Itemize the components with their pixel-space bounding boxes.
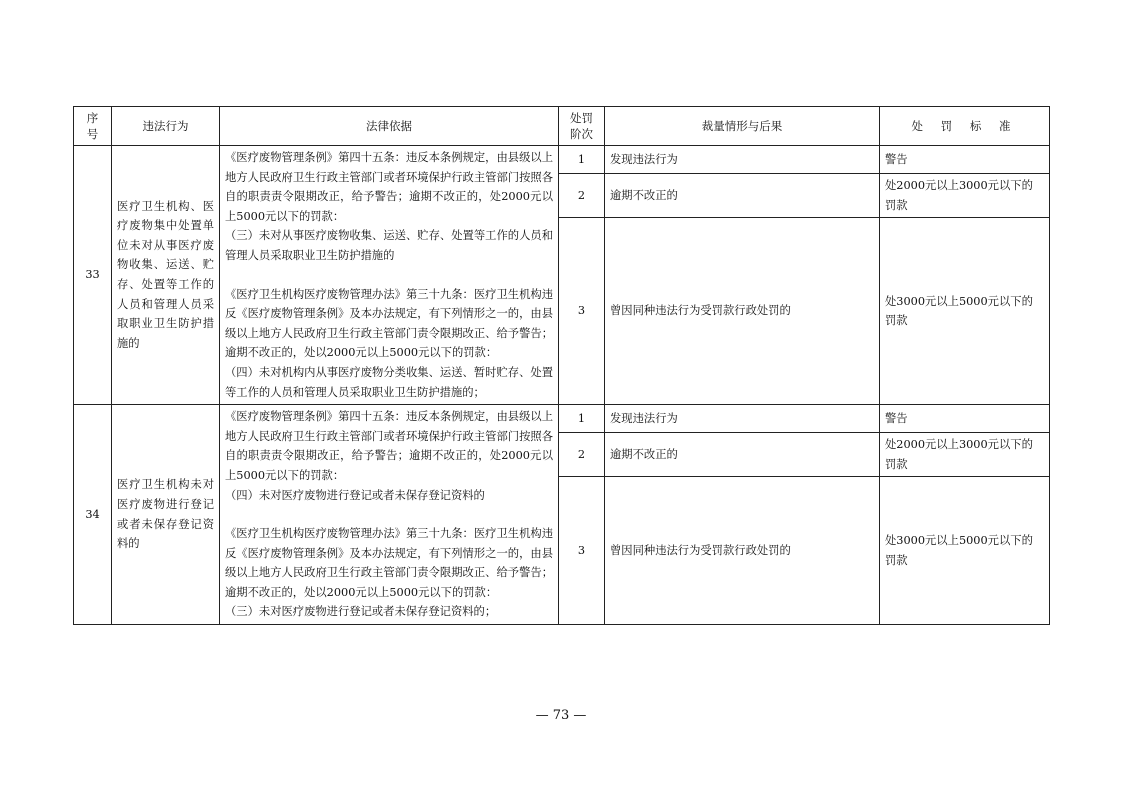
- basis-paragraph: （三）未对医疗废物进行登记或者未保存登记资料的；: [225, 605, 497, 619]
- circumstance: 曾因同种违法行为受罚款行政处罚的: [605, 218, 880, 405]
- table-row: [74, 146, 1050, 174]
- penalty-standard: 处3000元以上5000元以下的罚款: [880, 218, 1050, 405]
- penalty-standard: 警告: [880, 405, 1050, 433]
- basis-paragraph: 《医疗卫生机构医疗废物管理办法》第三十九条：医疗卫生机构违反《医疗废物管理条例》及本办法规定，有下列情形之一的，由县级以上地方人民政府卫生行政主管部门责令限期改正、给予警告；逾期不改正的，处以2000元以上5000元以下的罚款：: [225, 527, 553, 599]
- row-legal-basis: [220, 405, 559, 625]
- penalty-table: [73, 106, 1050, 625]
- penalty-standard: 处2000元以上3000元以下的罚款: [880, 433, 1050, 477]
- page-number: — 73 —: [535, 708, 587, 723]
- basis-paragraph: 《医疗废物管理条例》第四十五条：违反本条例规定，由县级以上地方人民政府卫生行政主管部门或者环境保护行政主管部门按照各自的职责责令限期改正，给予警告；逾期不改正的，处2000元以上5000元以下的罚款：: [225, 410, 553, 482]
- circumstance: 逾期不改正的: [605, 174, 880, 218]
- penalty-level: 1: [559, 146, 605, 174]
- circumstance: 发现违法行为: [605, 405, 880, 433]
- row-seq: 33: [74, 146, 112, 405]
- basis-paragraph: （四）未对机构内从事医疗废物分类收集、运送、暂时贮存、处置等工作的人员和管理人员采取职业卫生防护措施的；: [225, 365, 553, 399]
- circumstance: 发现违法行为: [605, 146, 880, 174]
- basis-paragraph: （四）未对医疗废物进行登记或者未保存登记资料的: [225, 488, 485, 502]
- row-behavior: 医疗卫生机构未对医疗废物进行登记或者未保存登记资料的: [112, 405, 220, 625]
- basis-paragraph: 《医疗卫生机构医疗废物管理办法》第三十九条：医疗卫生机构违反《医疗废物管理条例》及本办法规定，有下列情形之一的，由县级以上地方人民政府卫生行政主管部门责令限期改正、给予警告；逾期不改正的，处以2000元以上5000元以下的罚款：: [225, 287, 553, 360]
- row-behavior: 医疗卫生机构、医疗废物集中处置单位未对从事医疗废物收集、运送、贮存、处置等工作的人员和管理人员采取职业卫生防护措施的: [112, 146, 220, 405]
- table-row: [74, 405, 1050, 433]
- penalty-level: 3: [559, 218, 605, 405]
- penalty-level: 2: [559, 174, 605, 218]
- basis-paragraph: 《医疗废物管理条例》第四十五条：违反本条例规定，由县级以上地方人民政府卫生行政主管部门或者环境保护行政主管部门按照各自的职责责令限期改正，给予警告；逾期不改正的，处2000元以上5000元以下的罚款：: [225, 151, 553, 223]
- penalty-level: 2: [559, 433, 605, 477]
- penalty-standard: 处2000元以上3000元以下的罚款: [880, 174, 1050, 218]
- penalty-standard: 警告: [880, 146, 1050, 174]
- row-seq: 34: [74, 405, 112, 625]
- penalty-standard: 处3000元以上5000元以下的罚款: [880, 477, 1050, 625]
- circumstance: 逾期不改正的: [605, 433, 880, 477]
- row-legal-basis: [220, 146, 559, 405]
- header-standard: 处 罚 标 准: [880, 107, 1050, 146]
- header-circumstance: 裁量情形与后果: [605, 107, 880, 146]
- header-level: 处罚阶次: [559, 107, 605, 146]
- table-header-row: [74, 107, 1050, 146]
- penalty-level: 1: [559, 405, 605, 433]
- basis-paragraph: （三）未对从事医疗废物收集、运送、贮存、处置等工作的人员和管理人员采取职业卫生防护措施的: [225, 229, 553, 262]
- header-basis: 法律依据: [220, 107, 559, 146]
- circumstance: 曾因同种违法行为受罚款行政处罚的: [605, 477, 880, 625]
- header-seq: 序号: [74, 107, 112, 146]
- header-behavior: 违法行为: [112, 107, 220, 146]
- penalty-level: 3: [559, 477, 605, 625]
